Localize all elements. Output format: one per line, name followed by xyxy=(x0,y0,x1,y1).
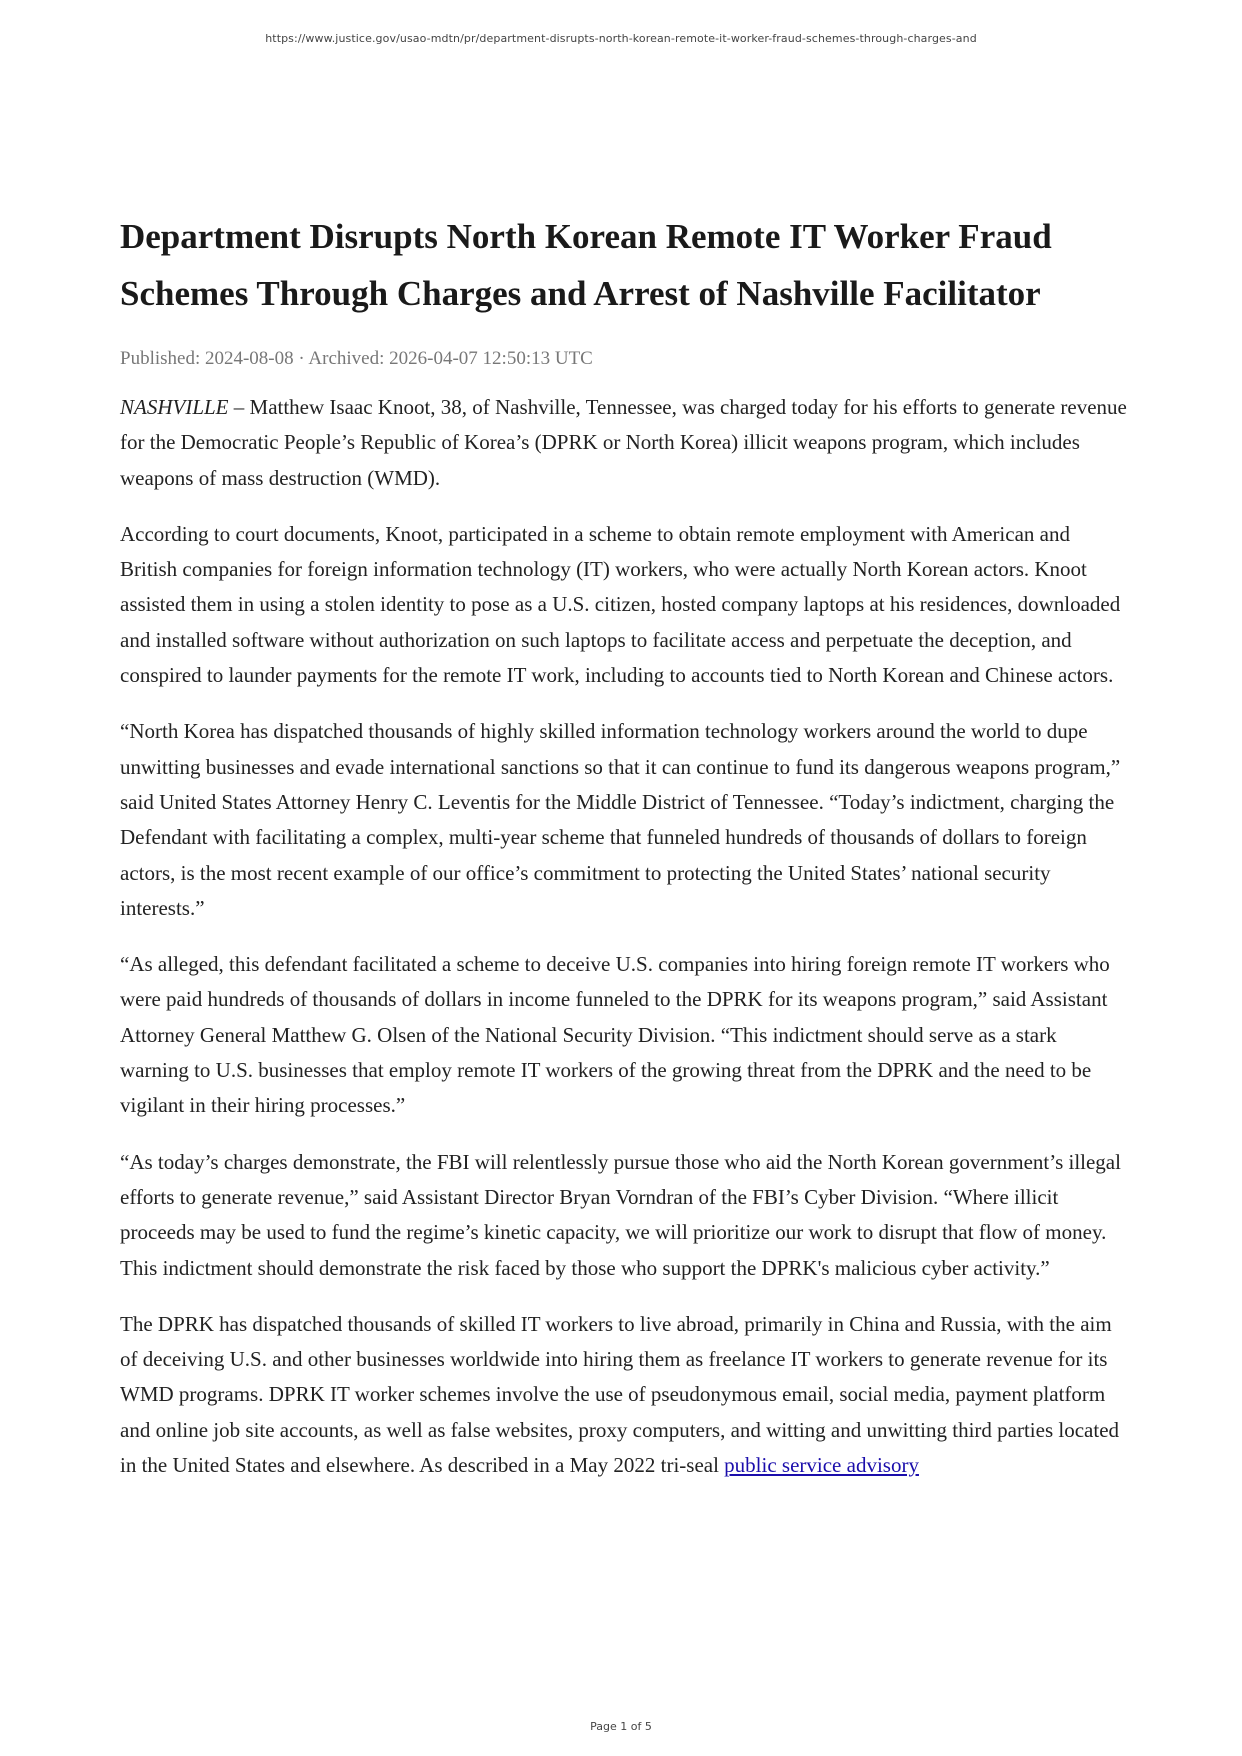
article xyxy=(120,208,1130,1483)
paragraph-5: “As today’s charges demonstrate, the FBI will relentlessly pursue those who aid the North Korean government’s illegal efforts to generate revenue,” said Assistant Director Bryan Vorndran of the FBI’s Cyber Division. “Where illicit proceeds may be used to fund the regime’s kinetic capacity, we will prioritize our work to disrupt that flow of money. This indictment should demonstrate the risk faced by those who support the DPRK's malicious cyber activity.” xyxy=(120,1149,1121,1280)
paragraph-4: “As alleged, this defendant facilitated a scheme to deceive U.S. companies into hiring foreign remote IT workers who were paid hundreds of thousands of dollars in income funneled to the DPRK for its weapons program,” said Assistant Attorney General Matthew G. Olsen of the National Security Division. “This indictment should serve as a stark warning to U.S. businesses that employ remote IT workers of the growing threat from the DPRK and the need to be vigilant in their hiring processes.” xyxy=(120,952,1110,1118)
paragraph-1-text: – Matthew Isaac Knoot, 38, of Nashville, Tennessee, was charged today for his efforts to generate revenue for the Democratic People’s Republic of Korea’s (DPRK or North Korea) illicit weapons program, which includes weapons of mass destruction (WMD). xyxy=(120,395,1127,490)
article-title: Department Disrupts North Korean Remote IT Worker Fraud Schemes Through Charges and Arrest of Nashville Facilitator xyxy=(120,217,1052,313)
paragraph-1 xyxy=(120,390,1130,496)
paragraph-2: According to court documents, Knoot, participated in a scheme to obtain remote employment with American and British companies for foreign information technology (IT) workers, who were actually North Korean actors. Knoot assisted them in using a stolen identity to pose as a U.S. citizen, hosted company laptops at his residences, downloaded and installed software without authorization on such laptops to facilitate access and perpetuate the deception, and conspired to launder payments for the remote IT work, including to accounts tied to North Korean and Chinese actors. xyxy=(120,521,1121,688)
public-service-advisory-link[interactable]: public service advisory xyxy=(724,1453,919,1478)
paragraph-6 xyxy=(120,1307,1130,1483)
page-number: Page 1 of 5 xyxy=(590,1720,652,1733)
paragraph-6-text: The DPRK has dispatched thousands of skilled IT workers to live abroad, primarily in China and Russia, with the aim of deceiving U.S. and other businesses worldwide into hiring them as freelance IT workers to generate revenue for its WMD programs. DPRK IT worker schemes involve the use of pseudonymous email, social media, payment platform and online job site accounts, as well as false websites, proxy computers, and witting and unwitting third parties located in the United States and elsewhere. As described in a May 2022 tri-seal xyxy=(120,1311,1120,1478)
dateline: NASHVILLE xyxy=(120,395,229,419)
publish-meta: Published: 2024-08-08 · Archived: 2026-04-07 12:50:13 UTC xyxy=(120,348,593,369)
paragraph-3: “North Korea has dispatched thousands of highly skilled information technology workers around the world to dupe unwitting businesses and evade international sanctions so that it can continue to fund its dangerous weapons program,” said United States Attorney Henry C. Leventis for the Middle District of Tennessee. “Today’s indictment, charging the Defendant with facilitating a complex, multi-year scheme that funneled hundreds of thousands of dollars to foreign actors, is the most recent example of our office’s commitment to protecting the United States’ national security interests.” xyxy=(120,719,1121,920)
page-url: https://www.justice.gov/usao-mdtn/pr/department-disrupts-north-korean-remote-it-worker-fraud-schemes-through-charges-and xyxy=(265,32,977,45)
